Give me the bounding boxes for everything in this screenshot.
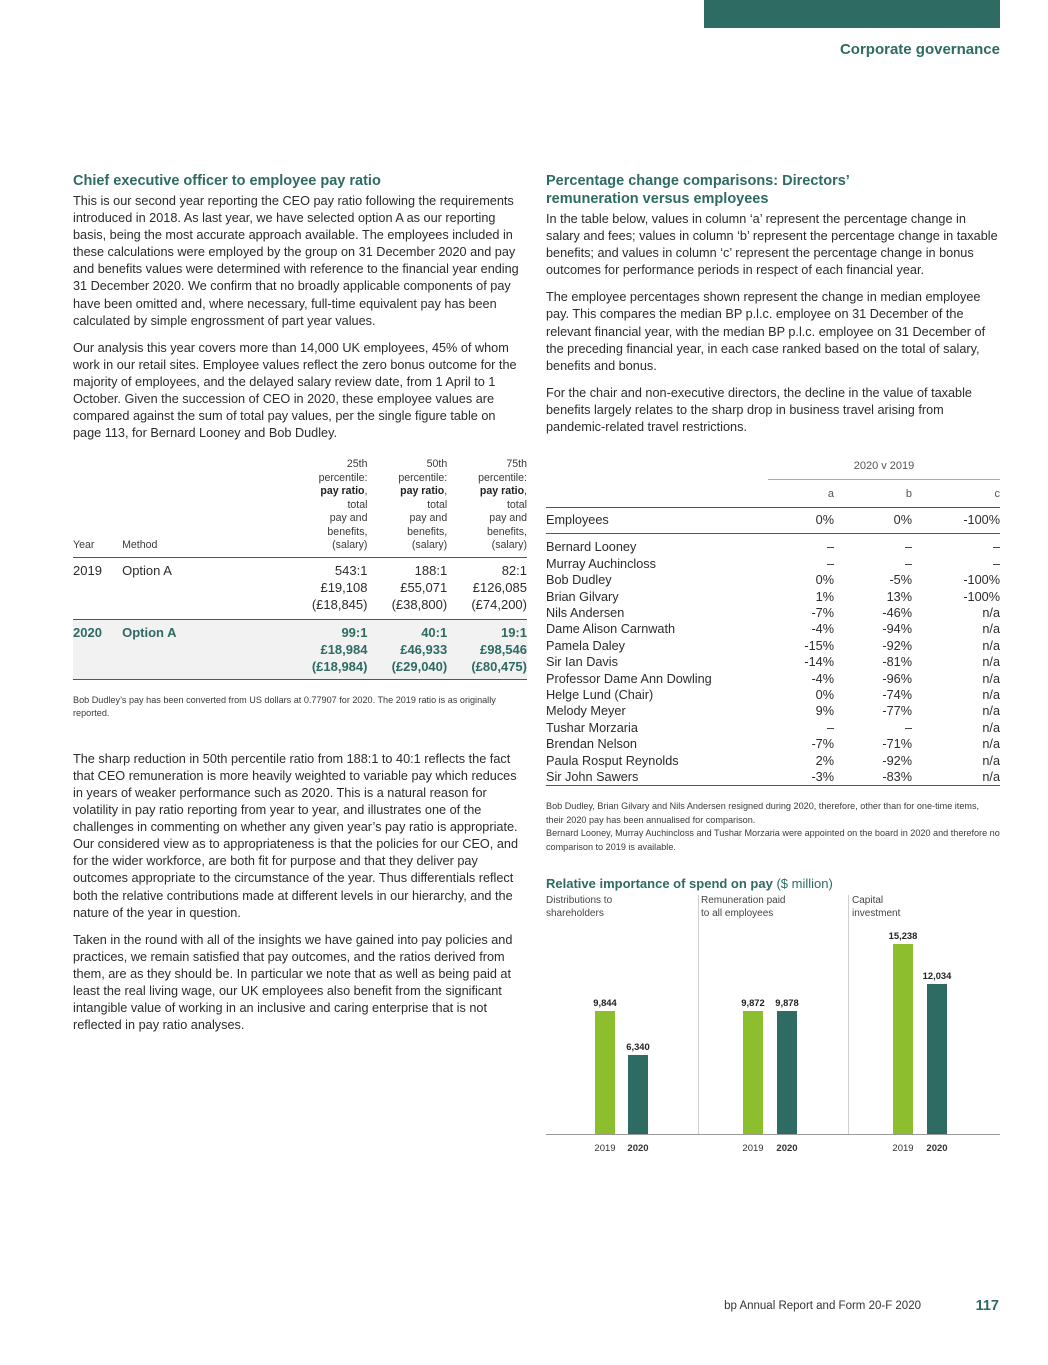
chart-bar-2019 bbox=[743, 1011, 763, 1134]
pct-row-c: -100% bbox=[963, 589, 1000, 604]
chart-value-label: 6,340 bbox=[626, 1041, 650, 1053]
chart-category-label: Capital investment bbox=[852, 895, 901, 919]
pct-row-a: – bbox=[826, 540, 834, 555]
percentage-change-paragraph-2: The employee percentages shown represent the change in median employee pay. This compares the median BP p.l.c. employee on 31 December of the relevant financial year, with the median BP p.l.c. employee on 31 December of the preceding financial year, in each case ranked based on the total of salary, benefits and bonus. bbox=[546, 290, 986, 373]
chart-divider bbox=[848, 895, 849, 1135]
chart-value-label: 9,872 bbox=[741, 997, 765, 1009]
pct-row-a: -14% bbox=[804, 655, 834, 670]
pct-row-c: n/a bbox=[982, 753, 1000, 768]
pct-row-director bbox=[546, 621, 1000, 637]
pct-row-name: Melody Meyer bbox=[546, 704, 626, 719]
pct-row-c: -100% bbox=[963, 573, 1000, 588]
pct-row-b: – bbox=[904, 556, 912, 571]
pct-col-b: b bbox=[834, 479, 912, 507]
chart-divider bbox=[698, 895, 699, 1135]
header-75th: 75th percentile: pay ratio, total pay and benefits, (salary) bbox=[447, 458, 527, 557]
pct-row-a: -7% bbox=[811, 605, 834, 620]
header-accent-bar bbox=[704, 0, 1000, 28]
row-75th-value: 19:1 £98,546 (£80,475) bbox=[447, 619, 527, 679]
pct-row-director bbox=[546, 687, 1000, 703]
pct-row-b: -92% bbox=[882, 753, 912, 768]
spend-chart-title: Relative importance of spend on pay ($ million) bbox=[546, 876, 833, 892]
pct-row-name: Tushar Morzaria bbox=[546, 720, 638, 735]
pct-col-c: c bbox=[912, 479, 1000, 507]
pct-row-name: Helge Lund (Chair) bbox=[546, 688, 654, 702]
chart-year-label: 2019 bbox=[892, 1143, 914, 1155]
row-75th-value: 82:1 £126,085 (£74,200) bbox=[447, 557, 527, 619]
pct-row-c: n/a bbox=[982, 737, 1000, 752]
pct-row-name: Employees bbox=[546, 507, 768, 533]
row-50th-value: 188:1 £55,071 (£38,800) bbox=[367, 557, 447, 619]
pct-row-c: n/a bbox=[912, 769, 1000, 786]
row-50th-value: 40:1 £46,933 (£29,040) bbox=[367, 619, 447, 679]
chart-bar-2019 bbox=[893, 944, 913, 1134]
pct-row-name: Brian Gilvary bbox=[546, 589, 619, 604]
row-25th-value: 99:1 £18,984 (£18,984) bbox=[306, 619, 367, 679]
pct-row-b: -74% bbox=[882, 688, 912, 702]
pct-row-c: n/a bbox=[982, 671, 1000, 686]
pct-row-a: 2% bbox=[815, 753, 834, 768]
pct-director-rows bbox=[546, 534, 1000, 786]
pct-row-a: -7% bbox=[811, 737, 834, 752]
pct-row-director bbox=[546, 654, 1000, 670]
pct-row-b: -5% bbox=[889, 573, 912, 588]
pct-row-a: 0% bbox=[815, 688, 834, 702]
pct-row-director bbox=[546, 703, 1000, 719]
chart-bar-2020 bbox=[777, 1011, 797, 1134]
pct-row-director bbox=[546, 556, 1000, 572]
page-number: 117 bbox=[975, 1298, 999, 1314]
row-25th-value: 543:1 £19,108 (£18,845) bbox=[306, 557, 367, 619]
pct-row-a: – bbox=[826, 720, 834, 735]
ceo-pay-ratio-paragraph-2: Our analysis this year covers more than 14,000 UK employees, 45% of whom work in our retail sites. Employee values reflect the zero bonus outcome for the majority of employees, and the delayed salary review date, from 1 April to 1 October. Given the succession of CEO in 2020, these employee values are compared against the sum of total pay values, per the single figure table on page 113, for Bernard Looney and Bob Dudley. bbox=[73, 340, 517, 441]
pay-ratio-row-2020 bbox=[73, 619, 527, 679]
pct-footnote-2: Bernard Looney, Murray Auchincloss and Tushar Morzaria were appointed on the board in 2020 and therefore no comparison to 2019 is available. bbox=[546, 828, 1000, 852]
pct-row-a: 0% bbox=[768, 507, 834, 533]
pct-row-a: 9% bbox=[815, 704, 834, 719]
pct-row-name: Murray Auchincloss bbox=[546, 556, 656, 571]
row-method: Option A bbox=[122, 557, 306, 619]
chart-value-label: 9,844 bbox=[593, 997, 617, 1009]
chart-year-label: 2019 bbox=[594, 1143, 616, 1155]
pct-row-employees bbox=[546, 507, 1000, 533]
pct-row-c: n/a bbox=[982, 655, 1000, 670]
header-25th: 25th percentile: pay ratio, total pay and benefits, (salary) bbox=[306, 458, 367, 557]
pct-row-director bbox=[546, 671, 1000, 687]
pct-row-b: – bbox=[904, 540, 912, 555]
left-column bbox=[73, 172, 527, 1044]
pct-row-a: -4% bbox=[811, 622, 834, 637]
pct-row-b: -92% bbox=[882, 638, 912, 653]
pct-row-name: Nils Andersen bbox=[546, 605, 625, 620]
percentage-change-heading: Percentage change comparisons: Directors’ remuneration versus employees bbox=[546, 173, 849, 207]
pct-row-name: Pamela Daley bbox=[546, 638, 625, 653]
pct-row-b: -77% bbox=[882, 704, 912, 719]
pay-ratio-header-row bbox=[73, 458, 527, 557]
right-column bbox=[546, 172, 1000, 1155]
pct-row-b: -71% bbox=[882, 737, 912, 752]
chart-value-label: 15,238 bbox=[888, 929, 918, 941]
pct-row-c: n/a bbox=[982, 688, 1000, 702]
ceo-pay-ratio-paragraph-4: Taken in the round with all of the insights we have gained into pay policies and practices, we remain satisfied that pay outcomes, and the ratios derived from them, are as they should be. In particular we note that as well as being paid at least the real living wage, our UK employees also benefit from the significant intangible value of working in an inclusive and caring enterprise that is not reflected in pay ratio analyses. bbox=[73, 932, 513, 1033]
pct-group-header-row bbox=[546, 458, 1000, 479]
row-year: 2020 bbox=[73, 619, 122, 679]
pct-row-name: Professor Dame Ann Dowling bbox=[546, 671, 712, 686]
pct-row-director bbox=[546, 736, 1000, 752]
pct-row-name: Brendan Nelson bbox=[546, 737, 637, 752]
pct-row-a: -3% bbox=[768, 769, 834, 786]
ceo-pay-ratio-paragraph-1: This is our second year reporting the CEO pay ratio following the requirements introduced in 2018. As last year, we have selected option A as our reporting basis, being the most accurate approach available. The employees included in these calculations were employed by the group on 31 December 2020 and pay and benefits values were determined with reference to the financial year ending 31 December 2020. We confirm that no broadly applicable components of pay have been omitted and, where necessary, full-time equivalent pay has been calculated by simple engrossment of part year values. bbox=[73, 194, 519, 328]
chart-year-label: 2020 bbox=[926, 1143, 948, 1155]
spend-on-pay-chart bbox=[546, 895, 1000, 1155]
pct-row-c: – bbox=[992, 540, 1000, 555]
chart-year-label: 2020 bbox=[627, 1143, 649, 1155]
chart-category-label: Remuneration paid to all employees bbox=[701, 895, 786, 919]
pct-row-c: – bbox=[992, 556, 1000, 571]
pct-row-b: -81% bbox=[882, 655, 912, 670]
pct-row-name: Bob Dudley bbox=[546, 573, 612, 588]
pct-row-director bbox=[546, 572, 1000, 588]
pct-row-name: Bernard Looney bbox=[546, 540, 637, 555]
chart-year-label: 2019 bbox=[742, 1143, 764, 1155]
pct-group-header: 2020 v 2019 bbox=[768, 458, 1000, 479]
pct-row-b: -83% bbox=[834, 769, 912, 786]
header-method: Method bbox=[122, 458, 306, 557]
chart-bar-2020 bbox=[628, 1055, 648, 1134]
pay-ratio-row-2019 bbox=[73, 557, 527, 619]
chart-baseline bbox=[546, 1134, 1000, 1135]
footer-report-title: bp Annual Report and Form 20-F 2020 bbox=[724, 1300, 921, 1312]
pay-ratio-footnote: Bob Dudley’s pay has been converted from US dollars at 0.77907 for 2020. The 2019 ratio is as originally reported. bbox=[73, 694, 496, 719]
row-year: 2019 bbox=[73, 557, 122, 619]
pct-column-header-row bbox=[546, 479, 1000, 507]
pct-row-a: 1% bbox=[815, 589, 834, 604]
chart-year-label: 2020 bbox=[776, 1143, 798, 1155]
percentage-change-table bbox=[546, 458, 1000, 786]
pct-row-a: – bbox=[826, 556, 834, 571]
pct-row-director bbox=[546, 720, 1000, 736]
pct-row-b: -46% bbox=[882, 605, 912, 620]
pct-row-name: Paula Rosput Reynolds bbox=[546, 753, 679, 768]
pct-row-name: Sir Ian Davis bbox=[546, 655, 618, 670]
pct-row-a: 0% bbox=[815, 573, 834, 588]
chart-bar-2020 bbox=[927, 984, 947, 1134]
chart-value-label: 9,878 bbox=[775, 996, 799, 1008]
pct-row-b: -96% bbox=[882, 671, 912, 686]
pct-row-director bbox=[546, 534, 1000, 556]
pct-row-b: – bbox=[904, 720, 912, 735]
pct-row-director bbox=[546, 769, 1000, 786]
pct-row-director bbox=[546, 589, 1000, 605]
pct-row-c: -100% bbox=[912, 507, 1000, 533]
pct-row-name: Sir John Sawers bbox=[546, 769, 768, 786]
pct-row-b: 13% bbox=[886, 589, 912, 604]
pct-row-director bbox=[546, 605, 1000, 621]
pct-row-director bbox=[546, 638, 1000, 654]
percentage-change-paragraph-1: In the table below, values in column ‘a’ represent the percentage change in salary and fees; values in column ‘b’ represent the percentage change in taxable benefits; and values in column ‘c’ represent the percentage change in bonus outcomes for performance periods in respect of each financial year. bbox=[546, 212, 998, 278]
pct-row-director bbox=[546, 753, 1000, 769]
pay-ratio-table bbox=[73, 458, 527, 680]
pct-row-a: -15% bbox=[804, 638, 834, 653]
pct-row-c: n/a bbox=[982, 638, 1000, 653]
pct-col-a: a bbox=[768, 479, 834, 507]
pct-row-c: n/a bbox=[982, 704, 1000, 719]
pct-row-name: Dame Alison Carnwath bbox=[546, 622, 676, 637]
chart-category-label: Distributions to shareholders bbox=[546, 895, 613, 919]
pct-row-c: n/a bbox=[982, 605, 1000, 620]
pct-row-a: -4% bbox=[811, 671, 834, 686]
pct-footnote-1: Bob Dudley, Brian Gilvary and Nils Andersen resigned during 2020, therefore, other than for one-time items, their 2020 pay has been annualised for comparison. bbox=[546, 801, 980, 825]
section-label: Corporate governance bbox=[839, 41, 1000, 58]
chart-bar-2019 bbox=[595, 1011, 615, 1134]
ceo-pay-ratio-paragraph-3: The sharp reduction in 50th percentile ratio from 188:1 to 40:1 reflects the fact that CEO remuneration is more heavily weighted to variable pay which reduces in years of weaker performance such as 2020. This is a natural reason for volatility in pay ratio reporting from year to year, and illustrates one of the challenges in commenting on whether any given year’s pay ratio is appropriate. Our considered view as to appropriateness is that the policies for our CEO, and for the wider workforce, are both fit for purpose and that they deliver pay outcomes appropriate to the circumstance of the year. Thus differentials reflect both the relative contributions made at different levels in our hierarchy, and the nature of the year in question. bbox=[73, 751, 518, 920]
pct-row-c: n/a bbox=[982, 720, 1000, 735]
pct-row-b: -94% bbox=[882, 622, 912, 637]
chart-value-label: 12,034 bbox=[922, 970, 952, 981]
row-method: Option A bbox=[122, 619, 306, 679]
header-year: Year bbox=[73, 458, 122, 557]
pct-row-c: n/a bbox=[982, 622, 1000, 637]
percentage-change-paragraph-3: For the chair and non-executive directors, the decline in the value of taxable benefits largely relates to the sharp drop in business travel arising from pandemic-related travel restrictions. bbox=[546, 385, 972, 435]
header-50th: 50th percentile: pay ratio, total pay and benefits, (salary) bbox=[367, 458, 447, 557]
ceo-pay-ratio-heading: Chief executive officer to employee pay ratio bbox=[73, 173, 381, 189]
pct-row-b: 0% bbox=[834, 507, 912, 533]
